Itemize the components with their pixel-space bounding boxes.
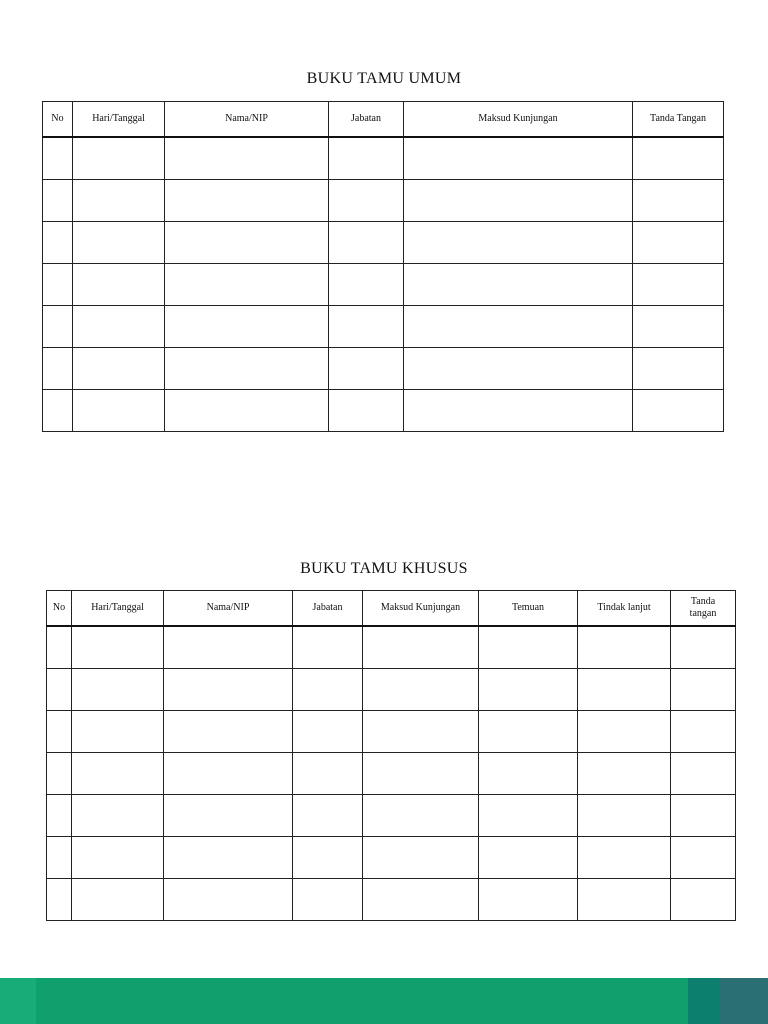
header-no: No — [47, 591, 72, 627]
table-row — [43, 180, 724, 222]
footer-accent-left — [0, 978, 36, 1024]
table-cell-empty — [329, 137, 404, 180]
table-cell-empty — [404, 222, 633, 264]
table-row — [43, 390, 724, 432]
table-cell-empty — [363, 753, 479, 795]
table-cell-empty — [47, 753, 72, 795]
table-cell-empty — [43, 348, 73, 390]
table-buku-tamu-umum — [42, 101, 724, 432]
table-cell-empty — [479, 669, 578, 711]
table-cell-empty — [404, 306, 633, 348]
table-cell-empty — [329, 390, 404, 432]
table-cell-empty — [72, 626, 164, 669]
table-row — [47, 711, 736, 753]
table-cell-empty — [73, 137, 165, 180]
table-body — [47, 626, 736, 921]
header-temuan: Temuan — [479, 591, 578, 627]
table-cell-empty — [43, 137, 73, 180]
table-cell-empty — [43, 390, 73, 432]
table-cell-empty — [293, 753, 363, 795]
table-cell-empty — [164, 669, 293, 711]
header-hari-tanggal: Hari/Tanggal — [73, 102, 165, 138]
table-cell-empty — [47, 795, 72, 837]
table-cell-empty — [72, 669, 164, 711]
table-row — [47, 753, 736, 795]
table-cell-empty — [165, 222, 329, 264]
table-cell-empty — [72, 753, 164, 795]
table-cell-empty — [73, 222, 165, 264]
table-header-row — [47, 591, 736, 627]
table-cell-empty — [293, 669, 363, 711]
table-cell-empty — [479, 753, 578, 795]
table-cell-empty — [165, 306, 329, 348]
table-row — [47, 669, 736, 711]
table-cell-empty — [293, 879, 363, 921]
table-cell-empty — [47, 669, 72, 711]
table-cell-empty — [633, 348, 724, 390]
table-row — [43, 306, 724, 348]
header-tanda-tangan: Tanda tangan — [671, 591, 736, 627]
table-cell-empty — [363, 879, 479, 921]
table-row — [47, 626, 736, 669]
header-tanda-tangan: Tanda Tangan — [633, 102, 724, 138]
header-jabatan: Jabatan — [293, 591, 363, 627]
table-cell-empty — [329, 264, 404, 306]
table-cell-empty — [73, 180, 165, 222]
table-cell-empty — [43, 306, 73, 348]
table-cell-empty — [43, 222, 73, 264]
table-cell-empty — [671, 795, 736, 837]
table-row — [43, 264, 724, 306]
table-cell-empty — [293, 837, 363, 879]
footer-accent-block-dark — [720, 978, 768, 1024]
header-no: No — [43, 102, 73, 138]
header-jabatan: Jabatan — [329, 102, 404, 138]
footer-band — [0, 978, 768, 1024]
table-cell-empty — [671, 711, 736, 753]
table-cell-empty — [479, 626, 578, 669]
table-row — [47, 879, 736, 921]
table-cell-empty — [363, 837, 479, 879]
table-cell-empty — [578, 626, 671, 669]
table-cell-empty — [47, 711, 72, 753]
table-cell-empty — [329, 222, 404, 264]
table-cell-empty — [479, 837, 578, 879]
table-cell-empty — [671, 669, 736, 711]
header-maksud-kunjungan: Maksud Kunjungan — [363, 591, 479, 627]
table-row — [47, 837, 736, 879]
header-maksud-kunjungan: Maksud Kunjungan — [404, 102, 633, 138]
header-tindak-lanjut: Tindak lanjut — [578, 591, 671, 627]
table-row — [47, 795, 736, 837]
table-cell-empty — [578, 669, 671, 711]
table-row — [43, 348, 724, 390]
table-cell-empty — [73, 306, 165, 348]
table-buku-tamu-khusus — [46, 590, 736, 921]
header-nama-nip: Nama/NIP — [165, 102, 329, 138]
table-cell-empty — [633, 264, 724, 306]
table-cell-empty — [329, 180, 404, 222]
table-cell-empty — [578, 795, 671, 837]
table-header-row — [43, 102, 724, 138]
table-cell-empty — [43, 180, 73, 222]
table-cell-empty — [363, 795, 479, 837]
table-cell-empty — [671, 753, 736, 795]
table-cell-empty — [671, 879, 736, 921]
header-hari-tanggal: Hari/Tanggal — [72, 591, 164, 627]
table-cell-empty — [633, 222, 724, 264]
table-cell-empty — [329, 306, 404, 348]
table-cell-empty — [293, 711, 363, 753]
table-cell-empty — [578, 837, 671, 879]
table-cell-empty — [164, 626, 293, 669]
table-cell-empty — [633, 390, 724, 432]
table-cell-empty — [72, 711, 164, 753]
table-cell-empty — [363, 711, 479, 753]
table-cell-empty — [633, 180, 724, 222]
table-cell-empty — [47, 837, 72, 879]
table-cell-empty — [164, 795, 293, 837]
table-row — [43, 222, 724, 264]
table-cell-empty — [633, 137, 724, 180]
table-cell-empty — [72, 795, 164, 837]
title-buku-tamu-khusus: BUKU TAMU KHUSUS — [300, 560, 468, 577]
table-cell-empty — [73, 390, 165, 432]
table-cell-empty — [72, 837, 164, 879]
table-cell-empty — [164, 837, 293, 879]
table-cell-empty — [404, 180, 633, 222]
table-body — [43, 137, 724, 432]
table-cell-empty — [404, 348, 633, 390]
table-cell-empty — [293, 626, 363, 669]
footer-accent-block — [688, 978, 720, 1024]
table-cell-empty — [293, 795, 363, 837]
table-cell-empty — [165, 264, 329, 306]
table-cell-empty — [165, 180, 329, 222]
table-row — [43, 137, 724, 180]
table-cell-empty — [73, 348, 165, 390]
table-cell-empty — [47, 879, 72, 921]
table-cell-empty — [578, 879, 671, 921]
table-cell-empty — [578, 753, 671, 795]
table-cell-empty — [404, 390, 633, 432]
table-cell-empty — [578, 711, 671, 753]
table-cell-empty — [671, 837, 736, 879]
table-cell-empty — [165, 348, 329, 390]
table-cell-empty — [479, 795, 578, 837]
table-cell-empty — [363, 669, 479, 711]
table-cell-empty — [47, 626, 72, 669]
table-cell-empty — [633, 306, 724, 348]
table-cell-empty — [479, 879, 578, 921]
table-cell-empty — [165, 137, 329, 180]
table-cell-empty — [73, 264, 165, 306]
table-cell-empty — [165, 390, 329, 432]
table-cell-empty — [43, 264, 73, 306]
table-cell-empty — [363, 626, 479, 669]
table-cell-empty — [329, 348, 404, 390]
title-buku-tamu-umum: BUKU TAMU UMUM — [306, 70, 462, 87]
table-cell-empty — [479, 711, 578, 753]
table-cell-empty — [72, 879, 164, 921]
table-cell-empty — [164, 753, 293, 795]
table-cell-empty — [164, 879, 293, 921]
table-cell-empty — [164, 711, 293, 753]
header-nama-nip: Nama/NIP — [164, 591, 293, 627]
table-cell-empty — [671, 626, 736, 669]
table-cell-empty — [404, 264, 633, 306]
table-cell-empty — [404, 137, 633, 180]
